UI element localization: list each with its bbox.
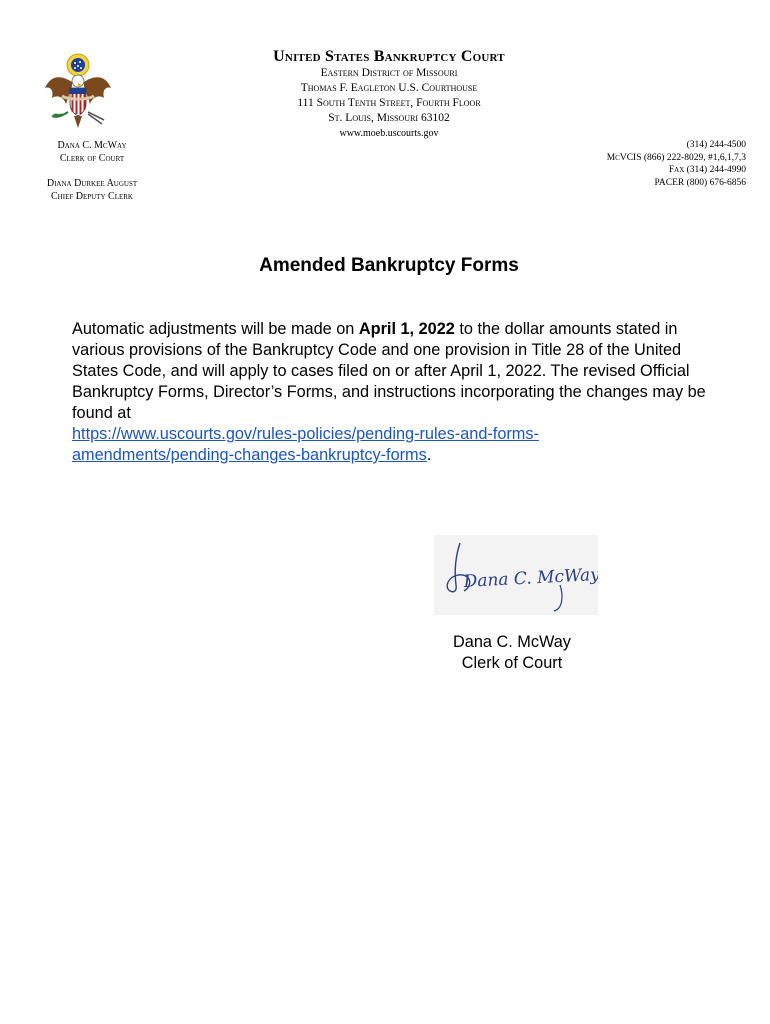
forms-link-line1: https://www.uscourts.gov/rules-policies/pending-rules-and-forms- — [72, 425, 539, 443]
forms-link[interactable] — [72, 425, 539, 464]
contact-numbers — [526, 139, 746, 189]
notice-body — [72, 319, 712, 466]
court-city: St. Louis, Missouri 63102 — [328, 112, 450, 124]
court-name: United States Bankruptcy Court — [273, 48, 505, 65]
signature-image — [434, 535, 598, 615]
mcvcis-number: McVCIS (866) 222-8029, #1,6,1,7,3 — [606, 152, 746, 163]
court-letterhead — [0, 48, 770, 142]
signer-name: Dana C. McWay — [453, 633, 571, 651]
forms-link-line2: amendments/pending-changes-bankruptcy-forms — [72, 446, 427, 464]
deputy-name: Diana Durkee August — [46, 178, 138, 189]
court-building: Thomas F. Eagleton U.S. Courthouse — [300, 82, 478, 94]
officials-block — [22, 139, 162, 203]
court-street: 111 South Tenth Street, Fourth Floor — [297, 97, 481, 109]
handwritten-signature — [434, 535, 598, 615]
pacer-number: PACER (800) 676-6856 — [654, 177, 746, 188]
fax-number: Fax (314) 244-4990 — [668, 165, 746, 175]
notice-title: Amended Bankruptcy Forms — [259, 255, 519, 276]
signer-title: Clerk of Court — [461, 654, 563, 672]
body-text-start: Automatic adjustments will be made on — [72, 320, 359, 338]
signature-block — [420, 632, 604, 674]
court-website: www.moeb.uscourts.gov — [339, 128, 439, 139]
body-text-middle: to the dollar amounts stated in various provisions of the Bankruptcy Code and one provision in Title 28 of the United States Code, and will apply to cases filed on or after April 1, 2022. The revised Official Bankruptcy Forms, Director’s Forms, and instructions incorporating the changes may be found at — [72, 320, 706, 422]
clerk-title: Clerk of Court — [59, 153, 125, 164]
effective-date: April 1, 2022 — [358, 320, 455, 338]
court-district: Eastern District of Missouri — [320, 67, 458, 79]
svg-text:Dana C. McWay: Dana C. McWay — [463, 564, 598, 592]
phone-number: (314) 244-4500 — [686, 140, 746, 150]
deputy-title: Chief Deputy Clerk — [51, 191, 133, 202]
body-text-end: . — [426, 446, 432, 464]
clerk-name: Dana C. McWay — [57, 140, 127, 151]
